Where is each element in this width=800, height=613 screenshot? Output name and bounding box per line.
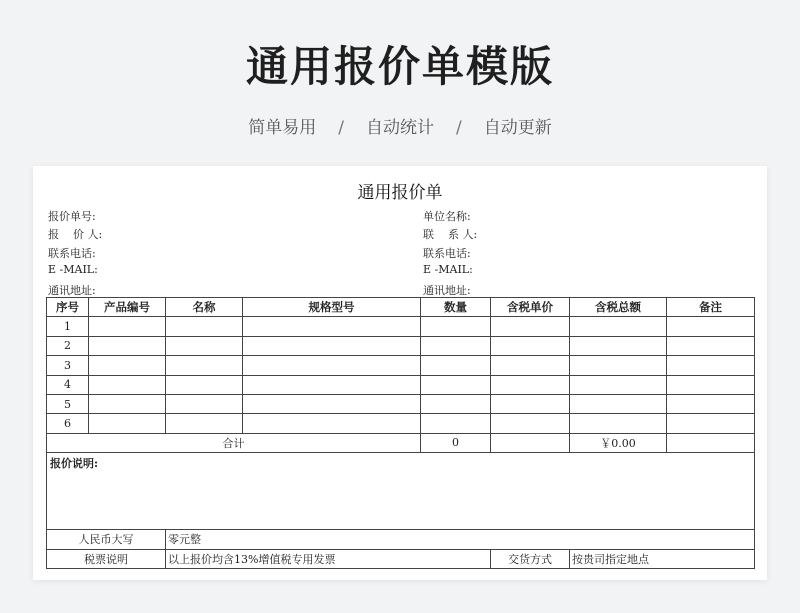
email-label: E -MAIL: (48, 263, 98, 276)
cell[interactable] (491, 414, 570, 433)
phone-label: 联系电话: (48, 247, 96, 260)
quote-number-label: 报价单号: (48, 210, 96, 223)
note-row (47, 453, 755, 530)
cell[interactable] (89, 356, 166, 375)
col-header: 产品编号 (89, 298, 166, 317)
col-header: 含税总额 (570, 298, 667, 317)
cell[interactable] (243, 375, 421, 394)
cell[interactable] (421, 375, 491, 394)
row-index: 3 (47, 356, 89, 375)
cell[interactable] (491, 317, 570, 336)
delivery-value[interactable]: 按贵司指定地点 (570, 549, 755, 568)
separator: / (456, 118, 462, 138)
cell[interactable] (166, 336, 243, 355)
col-header: 备注 (667, 298, 755, 317)
email-label: E -MAIL: (423, 263, 473, 276)
header-row (47, 298, 755, 317)
cell (491, 433, 570, 452)
rmb-row (47, 530, 755, 549)
cell[interactable] (667, 375, 755, 394)
address-label: 通讯地址: (48, 284, 96, 297)
cell[interactable] (421, 394, 491, 413)
phone-label: 联系电话: (423, 247, 471, 260)
col-header: 规格型号 (243, 298, 421, 317)
cell[interactable] (243, 394, 421, 413)
row-index: 4 (47, 375, 89, 394)
invoice-value[interactable]: 以上报价均含13%增值税专用发票 (166, 549, 491, 568)
cell[interactable] (89, 375, 166, 394)
total-quantity: 0 (421, 433, 491, 452)
cell[interactable] (89, 317, 166, 336)
cell[interactable] (667, 414, 755, 433)
invoice-label: 税票说明 (47, 549, 166, 568)
subtitle-item: 自动统计 (366, 118, 434, 138)
col-header: 含税单价 (491, 298, 570, 317)
cell[interactable] (421, 317, 491, 336)
quote-note[interactable]: 报价说明: (47, 453, 755, 530)
cell[interactable] (421, 336, 491, 355)
cell[interactable] (570, 317, 667, 336)
cell[interactable] (667, 394, 755, 413)
cell[interactable] (570, 336, 667, 355)
row-index: 5 (47, 394, 89, 413)
table-row (47, 336, 755, 355)
cell[interactable] (570, 394, 667, 413)
col-header: 数量 (421, 298, 491, 317)
cell[interactable] (166, 394, 243, 413)
table-row (47, 317, 755, 336)
total-row (47, 433, 755, 452)
cell[interactable] (243, 336, 421, 355)
cell[interactable] (166, 356, 243, 375)
cell[interactable] (243, 414, 421, 433)
col-header: 名称 (166, 298, 243, 317)
cell[interactable] (491, 336, 570, 355)
table-row (47, 394, 755, 413)
subtitle-item: 简单易用 (248, 118, 317, 138)
company-name-label: 单位名称: (423, 210, 471, 223)
quoter-label: 报 价 人: (48, 228, 103, 241)
cell[interactable] (166, 414, 243, 433)
cell[interactable] (89, 394, 166, 413)
page-title: 通用报价单模版 (245, 42, 554, 91)
cell[interactable] (243, 317, 421, 336)
cell[interactable] (89, 414, 166, 433)
separator: / (338, 118, 344, 138)
cell[interactable] (166, 375, 243, 394)
total-label: 合计 (47, 433, 421, 452)
cell[interactable] (570, 375, 667, 394)
cell (667, 433, 755, 452)
quote-table (46, 297, 755, 569)
cell[interactable] (491, 375, 570, 394)
contact-label: 联 系 人: (423, 228, 478, 241)
table-row (47, 375, 755, 394)
cell[interactable] (166, 317, 243, 336)
quote-sheet (33, 166, 767, 580)
sheet-title: 通用报价单 (357, 183, 443, 203)
subtitle-item: 自动更新 (483, 118, 552, 138)
subtitle (0, 113, 800, 138)
cell[interactable] (667, 356, 755, 375)
cell[interactable] (667, 317, 755, 336)
address-label: 通讯地址: (423, 284, 471, 297)
total-amount: ￥0.00 (570, 433, 667, 452)
rmb-value[interactable]: 零元整 (166, 530, 755, 549)
row-index: 2 (47, 336, 89, 355)
row-index: 1 (47, 317, 89, 336)
table-row (47, 356, 755, 375)
cell[interactable] (667, 336, 755, 355)
delivery-label: 交货方式 (491, 549, 570, 568)
cell[interactable] (570, 414, 667, 433)
cell[interactable] (491, 394, 570, 413)
table-row (47, 414, 755, 433)
invoice-row (47, 549, 755, 568)
rmb-label: 人民币大写 (47, 530, 166, 549)
cell[interactable] (243, 356, 421, 375)
cell[interactable] (89, 336, 166, 355)
cell[interactable] (421, 356, 491, 375)
cell[interactable] (421, 414, 491, 433)
row-index: 6 (47, 414, 89, 433)
cell[interactable] (491, 356, 570, 375)
col-header: 序号 (47, 298, 89, 317)
cell[interactable] (570, 356, 667, 375)
